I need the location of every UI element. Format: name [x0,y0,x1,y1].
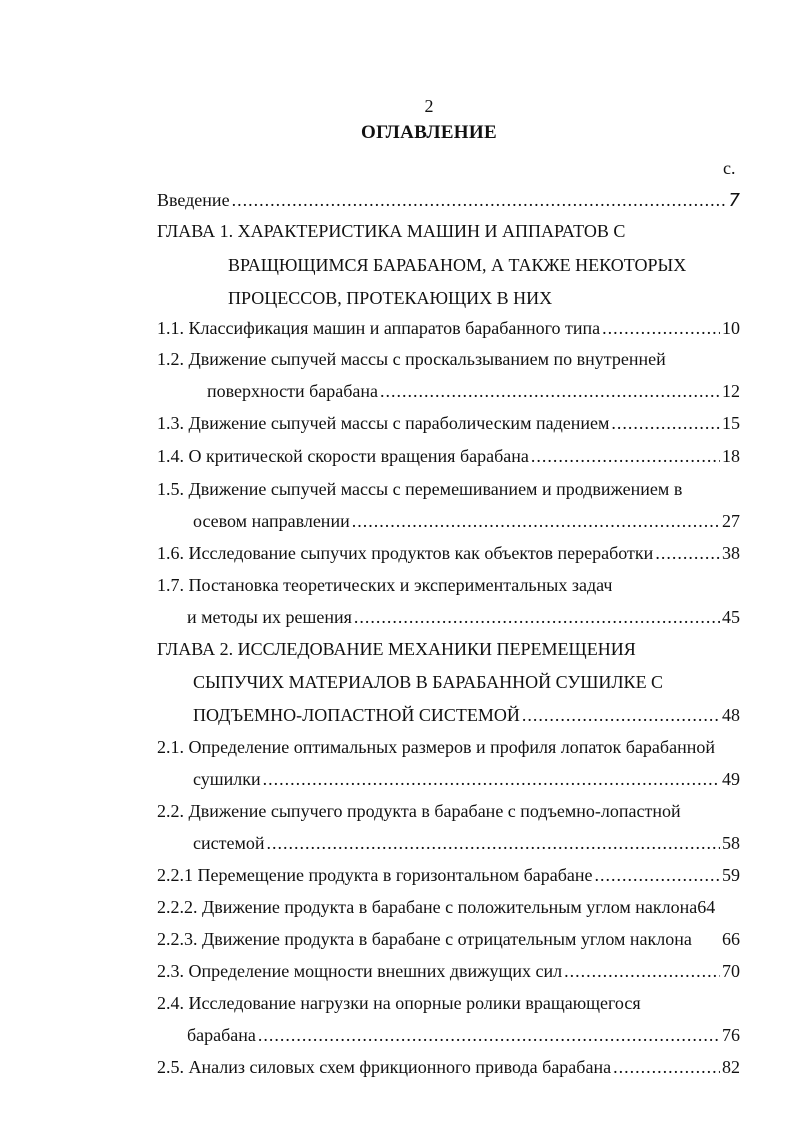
page-column-label: с. [723,158,736,178]
leader-dots [595,863,720,887]
leader-dots [531,444,720,468]
toc-entry-page: 66 [722,929,740,949]
toc-entry-1-3[interactable] [157,411,740,435]
toc-heading: ОГЛАВЛЕНИЕ [361,122,497,143]
toc-entry-label: поверхности барабана [207,381,378,401]
toc-entry-2-4[interactable] [187,1023,740,1047]
leader-dots [352,509,720,533]
toc-entry-1-1[interactable] [157,316,740,340]
toc-entry-page: 64 [697,897,716,917]
toc-entry-page: 12 [722,381,740,401]
toc-entry-label: 2.2.2. Движение продукта в барабане с положительным углом наклона [157,897,698,917]
toc-entry-page: 18 [722,446,740,466]
toc-entry-1-5-line-1[interactable]: 1.5. Движение сыпучей массы с перемешиванием и продвижением в [157,479,683,499]
toc-entry-2-2-1[interactable] [157,863,740,887]
leader-dots [258,1023,720,1047]
toc-entry-1-2[interactable] [207,379,740,403]
toc-entry-label: и методы их решения [187,607,352,627]
leader-dots [613,1055,720,1079]
toc-entry-1-7-line-1[interactable]: 1.7. Постановка теоретических и экспериментальных задач [157,575,613,595]
chapter-1-title-line-2[interactable]: ВРАЩЮЩИМСЯ БАРАБАНОМ, А ТАКЖЕ НЕКОТОРЫХ [228,255,687,275]
toc-entry-label: 2.2.1 Перемещение продукта в горизонтальном барабане [157,865,593,885]
toc-entry-page: 70 [722,961,740,981]
toc-entry-label: ПОДЪЕМНО-ЛОПАСТНОЙ СИСТЕМОЙ [193,705,520,725]
leader-dots [564,959,720,983]
leader-dots [267,831,721,855]
toc-entry-page: 15 [722,413,740,433]
toc-entry-page: 58 [722,833,740,853]
toc-entry-label: системой [193,833,265,853]
toc-entry-page: 7 [728,190,740,211]
leader-dots [232,188,727,212]
toc-entry-1-7[interactable] [187,605,740,629]
toc-entry-page: 45 [722,607,740,627]
chapter-2-title-line-2[interactable]: СЫПУЧИХ МАТЕРИАЛОВ В БАРАБАННОЙ СУШИЛКЕ С [193,672,664,692]
toc-entry-page: 76 [722,1025,740,1045]
chapter-2-title-line-1[interactable]: ГЛАВА 2. ИССЛЕДОВАНИЕ МЕХАНИКИ ПЕРЕМЕЩЕНИЯ [157,639,636,659]
toc-entry-label: Введение [157,190,230,210]
toc-entry-2-2-2[interactable] [157,895,740,919]
toc-entry-page: 59 [722,865,740,885]
toc-entry-label: сушилки [193,769,261,789]
leader-dots [263,767,720,791]
toc-entry-1-6[interactable] [157,541,740,565]
toc-entry-1-5[interactable] [193,509,740,533]
chapter-2-title-line-3[interactable] [193,703,740,727]
toc-entry-page: 48 [722,705,740,725]
toc-entry-label: 2.2.3. Движение продукта в барабане с отрицательным углом наклона [157,929,692,949]
toc-entry-label: осевом направлении [193,511,350,531]
toc-entry-page: 49 [722,769,740,789]
leader-dots [380,379,720,403]
toc-entry-2-2[interactable] [193,831,740,855]
leader-dots [611,411,720,435]
toc-entry-label: 1.6. Исследование сыпучих продуктов как объектов переработки [157,543,654,563]
toc-entry-1-2-line-1[interactable]: 1.2. Движение сыпучей массы с проскальзыванием по внутренней [157,349,666,369]
leader-dots [602,316,720,340]
toc-entry-page: 82 [722,1057,740,1077]
toc-entry-2-4-line-1[interactable]: 2.4. Исследование нагрузки на опорные ролики вращающегося [157,993,641,1013]
toc-entry-page: 38 [722,543,740,563]
toc-entry-2-2-3[interactable] [157,927,740,951]
toc-entry-2-1-line-1[interactable]: 2.1. Определение оптимальных размеров и профиля лопаток барабанной [157,737,715,757]
toc-entry-page: 27 [722,511,740,531]
toc-entry-label: 1.4. О критической скорости вращения барабана [157,446,529,466]
toc-entry-2-5[interactable] [157,1055,740,1079]
toc-entry-label: барабана [187,1025,256,1045]
chapter-1-title-line-3[interactable]: ПРОЦЕССОВ, ПРОТЕКАЮЩИХ В НИХ [228,288,553,308]
toc-entry-2-2-line-1[interactable]: 2.2. Движение сыпучего продукта в барабане с подъемно-лопастной [157,801,681,821]
leader-dots [655,541,720,565]
toc-entry-label: 2.3. Определение мощности внешних движущих сил [157,961,563,981]
leader-dots [354,605,720,629]
toc-entry-page: 10 [722,318,740,338]
page-number: 2 [424,96,434,116]
toc-entry-2-1[interactable] [193,767,740,791]
leader-dots [522,703,720,727]
toc-entry-intro[interactable] [157,188,740,212]
toc-entry-2-3[interactable] [157,959,740,983]
toc-entry-label: 1.1. Классификация машин и аппаратов барабанного типа [157,318,601,338]
toc-entry-label: 2.5. Анализ силовых схем фрикционного привода барабана [157,1057,612,1077]
toc-entry-label: 1.3. Движение сыпучей массы с параболическим падением [157,413,610,433]
chapter-1-title-line-1[interactable]: ГЛАВА 1. ХАРАКТЕРИСТИКА МАШИН И АППАРАТОВ С [157,221,626,241]
toc-entry-1-4[interactable] [157,444,740,468]
